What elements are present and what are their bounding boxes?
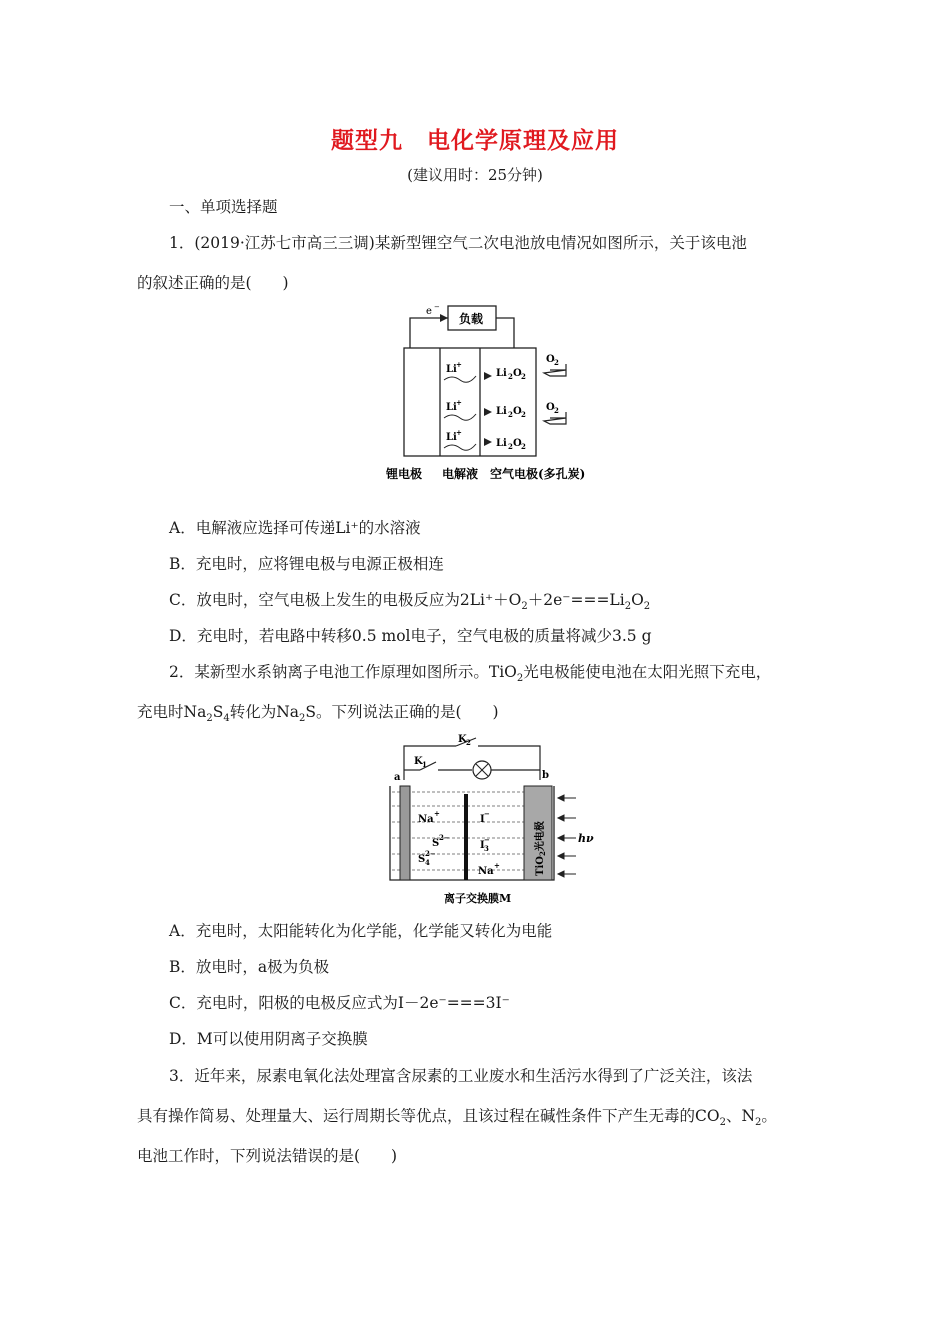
svg-text:O: O <box>513 368 522 379</box>
light-hv-label: hν <box>578 832 594 845</box>
q1-option-d: D．充电时，若电路中转移0.5 mol电子，空气电极的质量将减少3.5 g <box>169 627 652 645</box>
svg-text:+: + <box>456 428 462 437</box>
q2-option-a: A．充电时，太阳能转化为化学能，化学能又转化为电能 <box>169 922 553 940</box>
li2o2-label: Li <box>496 368 507 379</box>
k2-label: K <box>458 734 467 745</box>
iodide-label: I <box>480 814 485 825</box>
q3-stem-line1: 3．近年来，尿素电氧化法处理富含尿素的工业废水和生活污水得到了广泛关注，该法 <box>169 1067 753 1085</box>
electrode-a-label: a <box>394 772 401 783</box>
svg-text:−: − <box>484 809 490 818</box>
electrolyte-label: 电解液 <box>442 467 479 481</box>
q1-option-c: C．放电时，空气电极上发生的电极反应为$2Li^++O_2+2e^-===Li_2O_2$ <box>169 591 651 613</box>
q2-stem-line2: 充电时$Na_2S_4$转化为$Na_2S$。下列说法正确的是( ) <box>137 703 499 725</box>
q2-option-d: D．M可以使用阴离子交换膜 <box>169 1030 368 1048</box>
svg-text:+: + <box>456 398 462 407</box>
page-title: 题型九 电化学原理及应用 <box>331 127 619 154</box>
svg-text:+: + <box>434 809 440 818</box>
svg-text:2: 2 <box>521 372 526 381</box>
na-ion-label: Na <box>418 814 434 825</box>
svg-text:2: 2 <box>521 442 526 451</box>
q1-battery-diagram <box>380 300 610 490</box>
load-label: 负载 <box>459 312 484 326</box>
s2-ion-label: S <box>432 838 440 849</box>
q3-stem-line2: 具有操作简易、处理量大、运行周期长等优点，且该过程在碱性条件下产生无毒的$CO_2$、$N_2$。 <box>137 1107 777 1129</box>
li-ion-label: Li <box>446 432 457 443</box>
page-subtitle: (建议用时：25分钟) <box>407 166 543 184</box>
svg-text:2−: 2− <box>425 849 436 858</box>
tio2-electrode-label: TiO$_2$光电极 <box>535 821 547 876</box>
q2-battery-diagram <box>380 730 600 908</box>
electron-label: e <box>426 306 432 317</box>
svg-text:2: 2 <box>508 442 513 451</box>
ion-exchange-membrane <box>464 794 468 880</box>
anode-label: 锂电极 <box>386 467 423 481</box>
svg-text:2: 2 <box>508 410 513 419</box>
q3-stem-line3: 电池工作时，下列说法错误的是( ) <box>137 1147 398 1165</box>
q1-option-a: A．电解液应选择可传递Li⁺的水溶液 <box>169 519 421 537</box>
q1-stem-line2: 的叙述正确的是( ) <box>137 274 289 292</box>
svg-text:−: − <box>434 303 440 311</box>
svg-text:2: 2 <box>554 358 559 367</box>
na-ion-label: Na <box>478 866 494 877</box>
svg-text:2: 2 <box>554 406 559 415</box>
q2-option-b: B．放电时，a极为负极 <box>169 958 330 976</box>
o2-label: O <box>546 354 555 365</box>
svg-text:O: O <box>513 406 522 417</box>
q1-option-b: B．充电时，应将锂电极与电源正极相连 <box>169 555 444 573</box>
triiodide-label: I <box>480 840 485 851</box>
svg-text:3: 3 <box>484 844 489 853</box>
svg-text:2: 2 <box>466 738 471 747</box>
svg-text:O: O <box>513 438 522 449</box>
svg-text:2−: 2− <box>439 833 450 842</box>
li-ion-label: Li <box>446 364 457 375</box>
q1-stem-line1: 1．(2019·江苏七市高三三调)某新型锂空气二次电池放电情况如图所示，关于该电池 <box>169 234 747 252</box>
svg-text:2: 2 <box>521 410 526 419</box>
membrane-label: 离子交换膜M <box>444 892 512 905</box>
svg-text:−: − <box>484 835 490 844</box>
k1-label: K <box>414 756 423 767</box>
li2o2-label: Li <box>496 438 507 449</box>
s4-ion-label: S <box>418 854 426 865</box>
q2-stem-line1: 2．某新型水系钠离子电池工作原理如图所示。TiO$_2$光电极能使电池在太阳光照下充电， <box>169 663 772 685</box>
section-heading: 一、单项选择题 <box>169 198 278 216</box>
svg-text:4: 4 <box>425 858 430 867</box>
svg-text:1: 1 <box>422 760 427 769</box>
cathode-label: 空气电极(多孔炭) <box>490 467 586 481</box>
electrode-b-label: b <box>542 770 549 781</box>
o2-label: O <box>546 402 555 413</box>
li-ion-label: Li <box>446 402 457 413</box>
svg-text:2: 2 <box>508 372 513 381</box>
q2-option-c: C．充电时，阳极的电极反应式为I－2e⁻===3I⁻ <box>169 994 510 1012</box>
svg-text:+: + <box>456 360 462 369</box>
svg-text:+: + <box>494 861 500 870</box>
li2o2-label: Li <box>496 406 507 417</box>
